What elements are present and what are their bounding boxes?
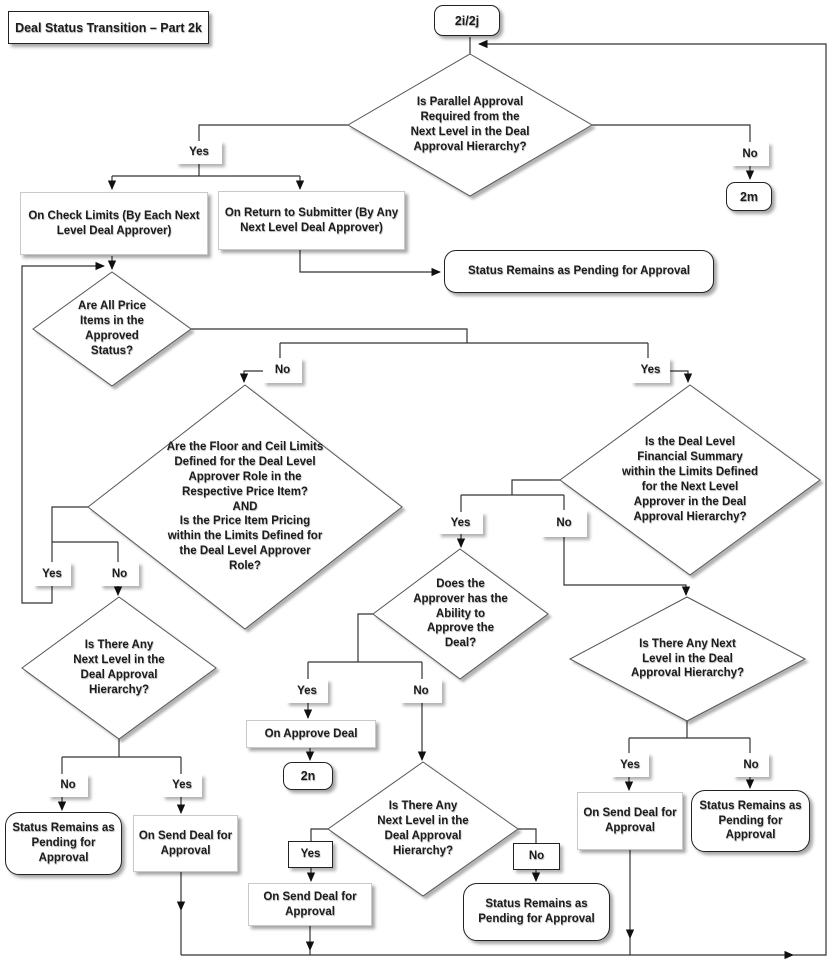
and-label: AND <box>232 500 258 513</box>
branch-no-all-items: No <box>263 358 302 383</box>
decision-next-level-right: Is There Any Next Level in the Deal Approval Hierarchy? <box>630 637 745 680</box>
branch-yes-all-items: Yes <box>631 358 670 383</box>
decision-all-price-items: Are All Price Items in the Approved Status? <box>78 300 146 357</box>
decision-financial-summary-shape <box>560 385 820 575</box>
branch-no-next-level-right: No <box>733 753 769 777</box>
branch-no-ability: No <box>400 679 442 703</box>
process-approve-deal: On Approve Deal <box>246 720 376 748</box>
diagram-title: Deal Status Transition – Part 2k <box>8 11 209 44</box>
decision-next-level-left: Is There Any Next Level in the Deal Approval Hierarchy? <box>73 639 165 696</box>
process-send-deal-right: On Send Deal for Approval <box>577 792 683 850</box>
branch-yes-parallel: Yes <box>176 141 222 164</box>
branch-no-fin-summary: No <box>541 510 587 537</box>
process-return-to-submitter: On Return to Submitter (By Any Next Level Deal Approver) <box>218 191 405 250</box>
decision-financial-summary: Is the Deal Level Financial Summary within the Limits Defined for the Next Level Approver in the Deal Approval Hierarchy? <box>621 436 759 523</box>
branch-yes-next-level-middle: Yes <box>288 841 333 868</box>
branch-yes-ability: Yes <box>286 679 328 703</box>
connector-2i-2j: 2i/2j <box>434 5 500 36</box>
branch-no-parallel: No <box>731 142 769 166</box>
branch-yes-fin-summary: Yes <box>438 512 483 534</box>
decision-next-level-right-shape <box>570 597 805 721</box>
decision-next-level-middle-shape <box>328 762 518 896</box>
decision-all-price-items-shape <box>33 272 191 386</box>
decision-shapes <box>22 54 820 896</box>
connector-2n: 2n <box>283 762 333 790</box>
decision-floor-ceil-limits: Are the Floor and Ceil Limits Defined for the Deal Level Approver Role in the Respective Price Item? AND Is the Price Item Pricing within the Limits Defined for the Deal Level Approver Role? <box>166 440 324 573</box>
process-send-deal-middle: On Send Deal for Approval <box>248 883 372 926</box>
decision-next-level-left-shape <box>22 597 216 739</box>
decision-floor-ceil-limits-shape <box>88 385 402 629</box>
process-check-limits: On Check Limits (By Each Next Level Deal Approver) <box>20 192 208 255</box>
decision-parallel-approval-shape <box>348 54 592 196</box>
decision-approver-ability-shape <box>373 549 548 679</box>
status-pending-middle: Status Remains as Pending for Approval <box>463 883 610 941</box>
status-pending-top: Status Remains as Pending for Approval <box>444 250 714 293</box>
decision-approver-ability: Does the Approver has the Ability to Approve the Deal? <box>413 577 508 650</box>
status-pending-left: Status Remains as Pending for Approval <box>5 812 122 875</box>
branch-no-next-level-middle: No <box>513 843 560 870</box>
branch-yes-next-level-left: Yes <box>162 774 202 797</box>
branch-no-next-level-left: No <box>48 774 88 797</box>
decision-parallel-approval: Is Parallel Approval Required from the Next Level in the Deal Approval Hierarchy? <box>410 96 530 153</box>
branch-yes-next-level-right: Yes <box>611 753 649 777</box>
branch-no-limits: No <box>100 562 139 586</box>
process-send-deal-left: On Send Deal for Approval <box>133 815 238 872</box>
connector-2m: 2m <box>726 182 772 211</box>
decision-next-level-middle: Is There Any Next Level in the Deal Approval Hierarchy? <box>377 800 469 857</box>
status-pending-right: Status Remains as Pending for Approval <box>691 790 810 852</box>
branch-yes-limits: Yes <box>33 562 71 586</box>
